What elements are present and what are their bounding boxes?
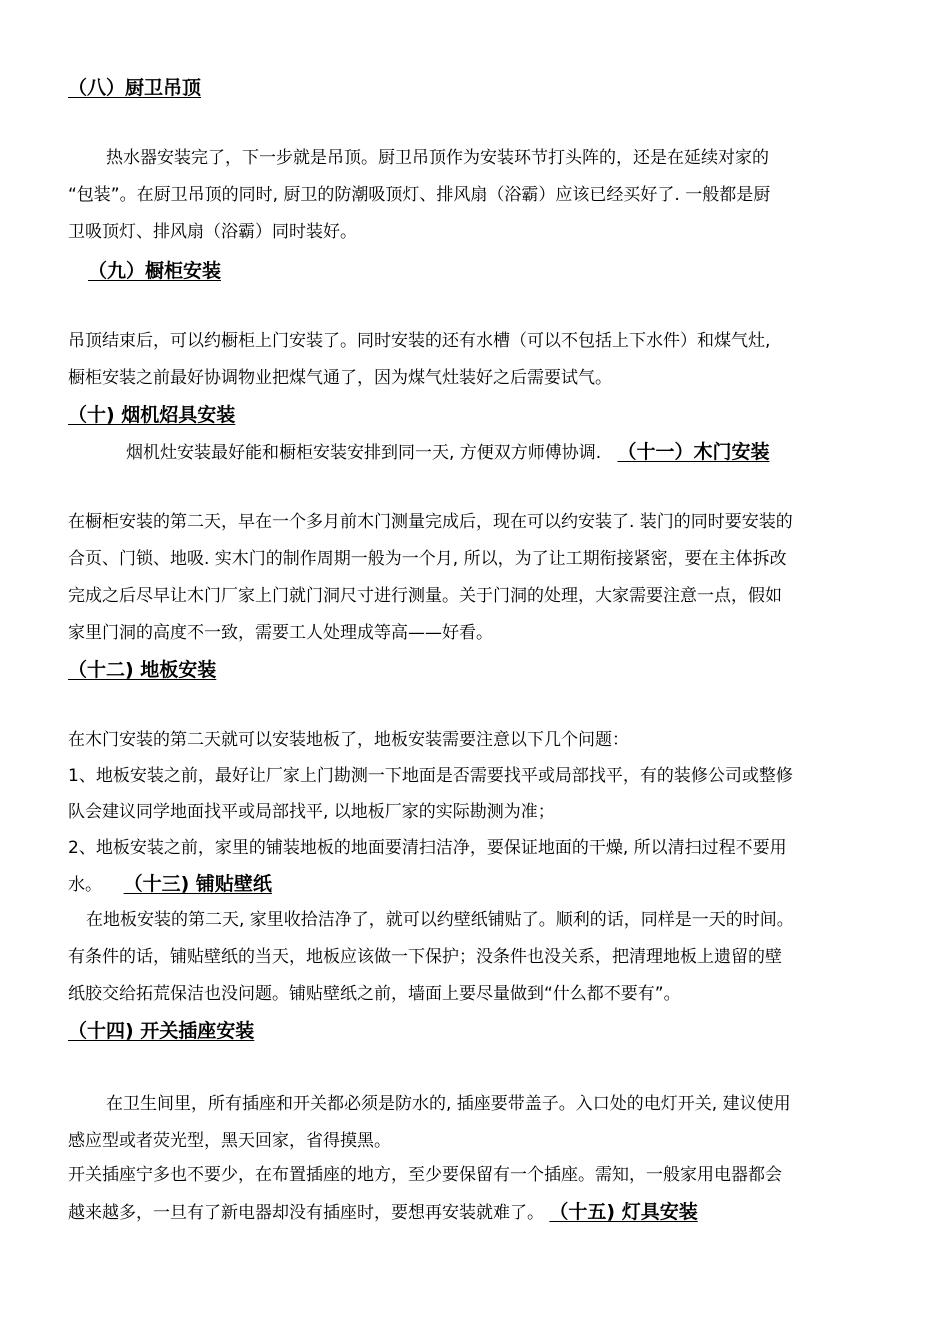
section-14-heading: （十四) 开关插座安装 [68, 1020, 255, 1042]
section-13-text-line: 纸胶交给拓荒保洁也没问题。铺贴壁纸之前，墙面上要尽量做到“什么都不要有”。 [68, 984, 681, 1004]
section-11-heading: （十一）木门安装 [617, 441, 770, 463]
section-12-heading: （十二) 地板安装 [68, 659, 217, 681]
section-11-text-line: 在橱柜安装的第二天，早在一个多月前木门测量完成后，现在可以约安装了. 装门的同时要安装的 [68, 512, 793, 532]
section-12-text-line: 在木门安装的第二天就可以安装地板了，地板安装需要注意以下几个问题： [68, 730, 629, 750]
section-9-heading: （九）橱柜安装 [88, 260, 222, 282]
section-12-text-line: 1、地板安装之前，最好让厂家上门勘测一下地面是否需要找平或局部找平，有的装修公司或整修 [68, 766, 793, 786]
section-9-text-line: 橱柜安装之前最好协调物业把煤气通了，因为煤气灶装好之后需要试气。 [68, 368, 612, 388]
section-12-text-line: 队会建议同学地面找平或局部找平, 以地板厂家的实际勘测为准； [68, 802, 555, 822]
section-11-text-line: 合页、门锁、地吸. 实木门的制作周期一般为一个月, 所以，为了让工期衔接紧密，要在主体拆改 [68, 549, 787, 569]
section-12-end-and-13-line [68, 872, 888, 897]
section-10-heading: （十) 烟机炤具安装 [68, 404, 236, 426]
section-14-text-end: 越来越多，一旦有了新电器却没有插座时，要想再安装就难了。 [68, 1203, 544, 1223]
section-8-heading: （八）厨卫吊顶 [68, 77, 202, 99]
section-8-text-line: 卫吸顶灯、排风扇（浴霸）同时装好。 [68, 222, 357, 242]
section-13-heading: （十三) 铺贴壁纸 [123, 873, 272, 895]
section-13-text-line: 在地板安装的第二天, 家里收拾洁净了，就可以约壁纸铺贴了。顺利的话，同样是一天的时间。 [86, 910, 794, 930]
section-9-text-line: 吊顶结束后，可以约橱柜上门安装了。同时安装的还有水槽（可以不包括上下水件）和煤气灶, [68, 331, 771, 351]
section-14-text-line: 感应型或者荧光型，黑天回家，省得摸黑。 [68, 1131, 391, 1151]
section-12-text-end: 水。 [68, 875, 102, 895]
section-15-heading: （十五) 灯具安装 [549, 1201, 698, 1223]
section-14-text-line: 在卫生间里，所有插座和开关都必须是防水的, 插座要带盖子。入口处的电灯开关, 建议使用 [106, 1094, 791, 1114]
section-8-text-line: “包装”。在厨卫吊顶的同时, 厨卫的防潮吸顶灯、排风扇（浴霸）应该已经买好了. 一般都是厨 [68, 185, 771, 205]
section-8-text-line: 热水器安装完了，下一步就是吊顶。厨卫吊顶作为安装环节打头阵的，还是在延续对家的 [106, 148, 769, 168]
section-10-text: 烟机灶安装最好能和橱柜安装安排到同一天, 方便双方师傅协调. [126, 443, 602, 463]
section-11-text-line: 家里门洞的高度不一致，需要工人处理成等高——好看。 [68, 623, 493, 643]
section-14-end-and-15-line [68, 1200, 888, 1225]
section-12-text-line: 2、地板安装之前，家里的铺装地板的地面要清扫洁净，要保证地面的干燥, 所以清扫过程不要用 [68, 838, 787, 858]
section-13-text-line: 有条件的话，铺贴壁纸的当天，地板应该做一下保护；没条件也没关系，把清理地板上遗留的壁 [68, 947, 782, 967]
section-14-text-line: 开关插座宁多也不要少，在布置插座的地方，至少要保留有一个插座。需知，一般家用电器都会 [68, 1165, 782, 1185]
section-11-text-line: 完成之后尽早让木门厂家上门就门洞尺寸进行测量。关于门洞的处理，大家需要注意一点，假如 [68, 586, 782, 606]
section-10-and-11-line [126, 440, 886, 465]
